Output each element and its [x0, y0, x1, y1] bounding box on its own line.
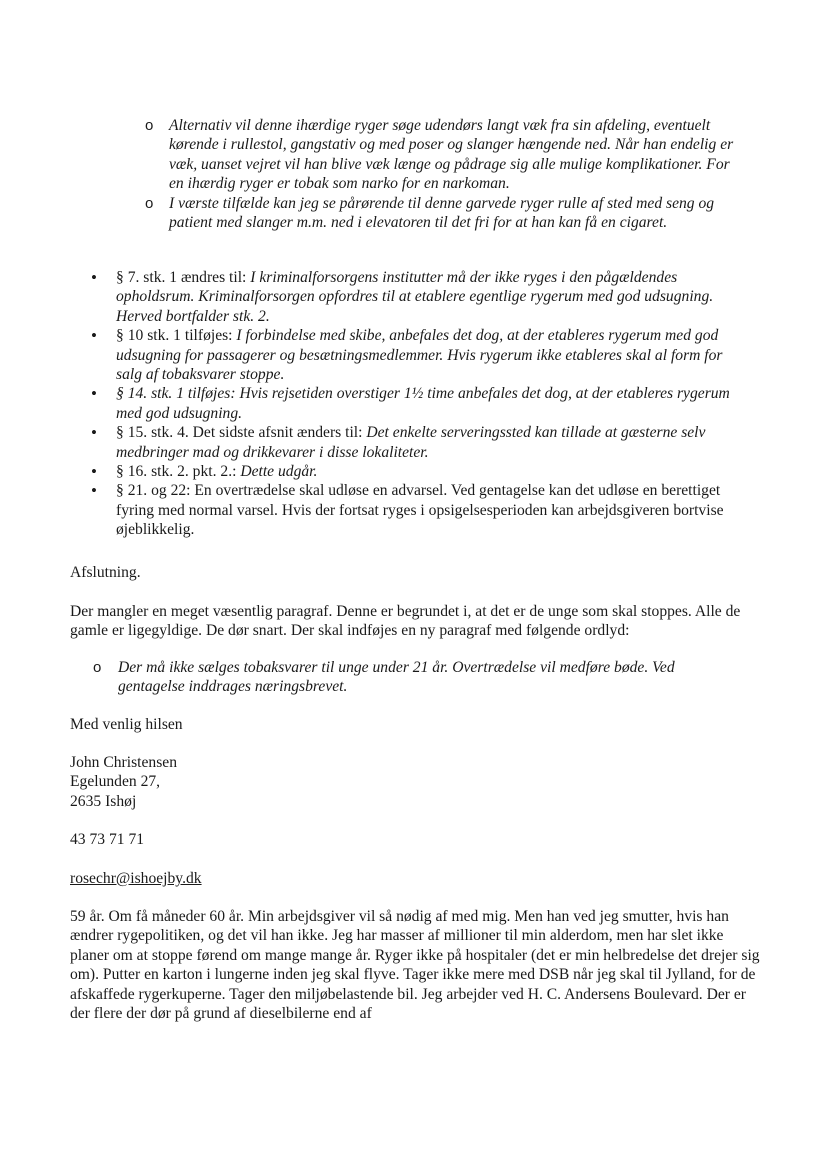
amendment-item — [91, 462, 745, 481]
amendment-plain: § 10 stk. 1 tilføjes: — [116, 327, 237, 345]
amendment-italic: Det enkelte serveringssted kan tillade at gæsterne selv medbringer mad og drikkevarer i disse lokaliteter. — [116, 424, 706, 461]
bullet-icon: • — [91, 268, 97, 287]
bio-paragraph: 59 år. Om få måneder 60 år. Min arbejdsgiver vil så nødig af med mig. Men han ved jeg smutter, hvis han ændrer rygepolitiken, og det vil han ikke. Jeg har masser af millioner til min alderdom, men har slet ikke planer om at stoppe førend om mange mange år. Ryger ikke på hospitaler (det er min helbredelse det drejer sig om). Putter en karton i lungerne inden jeg skal flyve. Tager ikke mere med DSB når jeg skal til Jylland, for de afskaffede rygerkuperne. Tager den miljøbelastende bil. Jeg arbejder ved H. C. Andersens Boulevard. Der er der flere der dør på grund af dieselbilerne end af — [70, 908, 760, 1023]
amendment-italic: Dette udgår. — [240, 463, 318, 481]
sender-phone: 43 73 71 71 — [70, 831, 145, 848]
hollow-bullet-icon: o — [93, 659, 102, 676]
sender-city: 2635 Ishøj — [70, 793, 137, 810]
amendment-item — [91, 326, 745, 384]
amendment-item — [91, 268, 745, 326]
amendment-item — [91, 423, 745, 462]
sub-list-item — [145, 194, 745, 233]
sub-list-item — [145, 116, 745, 194]
amendment-item — [91, 481, 745, 539]
new-paragraph-list — [93, 658, 745, 697]
sender-street: Egelunden 27, — [70, 773, 161, 790]
amendment-plain: § 21. og 22: En overtrædelse skal udløse en advarsel. Ved gentagelse kan det udløse en berettiget fyring med normal varsel. Hvis der fortsat ryges i opsigelsesperioden kan arbejdsgiveren bortvise øjeblikkelig. — [116, 482, 724, 539]
new-paragraph-item — [93, 658, 745, 697]
bullet-icon: • — [91, 462, 97, 482]
new-paragraph-text: Der må ikke sælges tobaksvarer til unge under 21 år. Overtrædelse vil medføre bøde. Ved gentagelse inddrages næringsbrevet. — [118, 659, 675, 696]
amendment-list — [91, 268, 745, 540]
amendment-plain: § 7. stk. 1 ændres til: — [116, 269, 251, 286]
sender-email-link[interactable]: rosechr@ishoejby.dk — [70, 870, 202, 887]
bullet-icon: • — [91, 481, 97, 501]
bullet-icon: • — [91, 423, 97, 443]
amendment-italic: I kriminalforsorgens institutter må der ikke ryges i den pågældendes opholdsrum. Kriminalforsorgen opfordres til at etablere egentlige rygerum med god udsugning. Herved bortfalder stk. 2. — [116, 269, 714, 325]
amendment-item — [91, 384, 745, 423]
closing-paragraph: Der mangler en meget væsentlig paragraf. Denne er begrundet i, at det er de unge som skal stoppes. Alle de gamle er ligegyldige. De dør snart. Der skal indføjes en ny paragraf med følgende ordlyd: — [70, 603, 741, 640]
closing-heading: Afslutning. — [70, 564, 141, 581]
amendment-plain: § 15. stk. 4. Det sidste afsnit ænders til: — [116, 424, 367, 442]
sub-list-top — [145, 116, 745, 232]
sub-item-text: Alternativ vil denne ihærdige ryger søge udendørs langt væk fra sin afdeling, eventuelt kørende i rullestol, gangstativ og med poser og slanger hængende ned. Når han endelig er væk, uanset vejret vil han blive væk længe og pådrage sig alle mulige komplikationer. For en ihærdig ryger er tobak som narko for en narkoman. — [169, 117, 734, 193]
sender-name: John Christensen — [70, 754, 177, 771]
amendment-plain: § 16. stk. 2. pkt. 2.: — [116, 463, 241, 481]
hollow-bullet-icon: o — [145, 194, 154, 212]
amendment-italic: § 14. stk. 1 tilføjes: Hvis rejsetiden overstiger 1½ time anbefales det dog, at der etableres rygerum med god udsugning. — [116, 385, 730, 422]
bullet-icon: • — [91, 326, 97, 346]
bullet-icon: • — [91, 384, 97, 404]
regards: Med venlig hilsen — [70, 716, 183, 733]
amendment-italic: I forbindelse med skibe, anbefales det dog, at der etableres rygerum med god udsugning for passagerer og besætningsmedlemmer. Hvis rygerum ikke etableres skal al form for salg af tobaksvarer stoppe. — [116, 327, 723, 384]
sub-item-text: I værste tilfælde kan jeg se pårørende til denne garvede ryger rulle af sted med seng og patient med slanger m.m. ned i elevatoren til det fri for at han kan få en cigaret. — [169, 194, 715, 232]
hollow-bullet-icon: o — [145, 117, 154, 134]
